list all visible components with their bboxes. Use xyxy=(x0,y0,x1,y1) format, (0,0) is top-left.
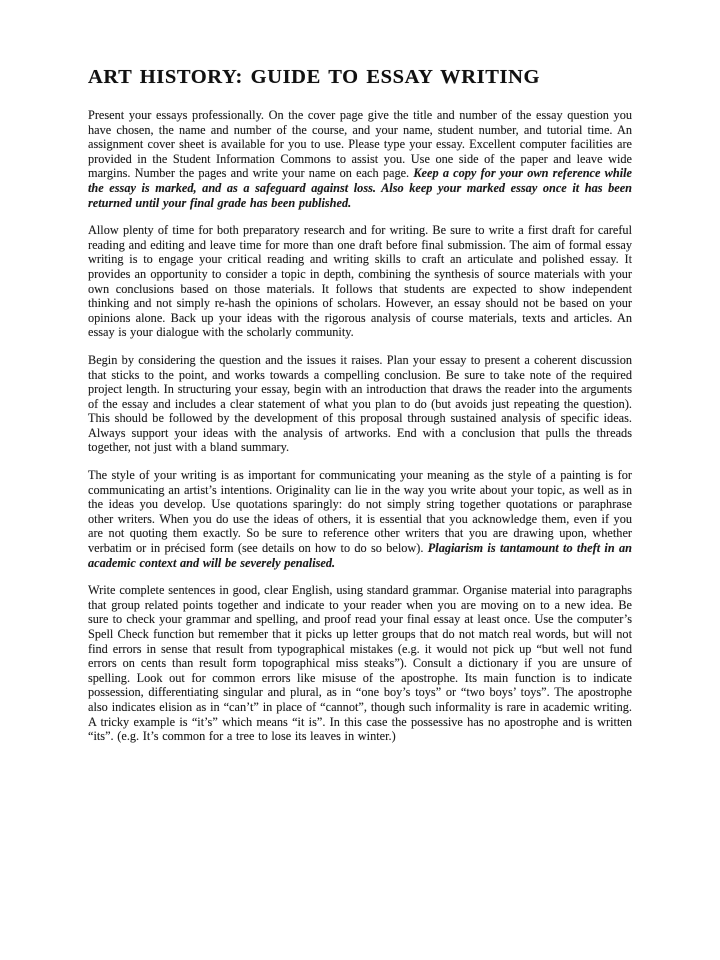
paragraph-text: The style of your writing is as important for communicating your meaning as the style of a painting is for communicating an artist’s intentions. Originality can lie in the way you write about your topic, as well as in the ideas you develop. Use quotations sparingly: do not simply string together quotations or paraphrase other writers. When you do use the ideas of others, it is essential that you acknowledge them, even if you are not quoting them exactly. So be sure to reference other writers that you are drawing upon, whether verbatim or in précised form (see details on how to do so below). xyxy=(88,468,632,556)
paragraph-text: Allow plenty of time for both preparatory research and for writing. Be sure to write a first draft for careful reading and editing and leave time for more than one draft before final submission. The aim of formal essay writing is to engage your critical reading and writing skills to craft an articulate and polished essay. It provides an opportunity to consider a topic in depth, combining the synthesis of source materials with your own conclusions based on those materials. It follows that students are expected to show independent thinking and not simply re-hash the opinions of scholars. However, an essay should not be based on your opinions alone. Back up your ideas with the rigorous analysis of course materials, texts and articles. An essay is your dialogue with the scholarly community. xyxy=(88,223,632,340)
paragraph-presentation xyxy=(88,108,632,210)
paragraph-emphasis-text: Plagiarism is tantamount to theft in an academic context and will be severely penalised. xyxy=(88,541,632,570)
document-content xyxy=(88,66,632,744)
document-title: ART HISTORY: GUIDE TO ESSAY WRITING xyxy=(88,66,541,88)
paragraph-preparation xyxy=(88,223,632,340)
paragraph-text: Begin by considering the question and the issues it raises. Plan your essay to present a coherent discussion that sticks to the point, and works towards a compelling conclusion. Be sure to take note of the required project length. In structuring your essay, begin with an introduction that draws the reader into the arguments of the essay and includes a clear statement of what you plan to do (but avoids just repeating the question). This should be followed by the development of this proposal through sustained analysis of specific ideas. Always support your ideas with the analysis of artworks. End with a conclusion that pulls the threads together, not just with a bland summary. xyxy=(88,352,632,455)
paragraph-text: Write complete sentences in good, clear English, using standard grammar. Organise material into paragraphs that group related points together and indicate to your reader when you are moving on to a new idea. Be sure to check your grammar and spelling, and proof read your final essay at least once. Use the computer’s Spell Check function but remember that it picks up letter groups that do not match real words, but will not find errors in sense that result from typographical mistakes (e.g. it would not pick up “but well not fund errors on cents than result form topographical miss steaks”). Consult a dictionary if you are unsure of spelling. Look out for common errors like misuse of the apostrophe. Its main function is to indicate possession, differentiating singular and plural, as in “one boy’s toys” or “two boys’ toys”. The apostrophe also indicates elision as in “can’t” in place of “cannot”, though such informality is rare in academic writing. A tricky example is “it’s” which means “it is”. In this case the possessive has no apostrophe and is written “its”. (e.g. It’s common for a tree to lose its leaves in winter.) xyxy=(88,583,632,744)
paragraph-emphasis-text: Keep a copy for your own reference while the essay is marked, and as a safeguard against loss. Also keep your marked essay once it has been returned until your final grade has been published. xyxy=(88,166,632,210)
paragraph-text: Present your essays professionally. On the cover page give the title and number of the essay question you have chosen, the name and number of the course, and your name, student number, and tutorial time. An assignment cover sheet is available for you to use. Please type your essay. Excellent computer facilities are provided in the Student Information Commons to assist you. Use one side of the paper and leave wide margins. Number the pages and write your name on each page. xyxy=(88,108,632,181)
paragraph-grammar xyxy=(88,583,632,744)
paragraph-style xyxy=(88,468,632,570)
paragraph-structure xyxy=(88,353,632,455)
